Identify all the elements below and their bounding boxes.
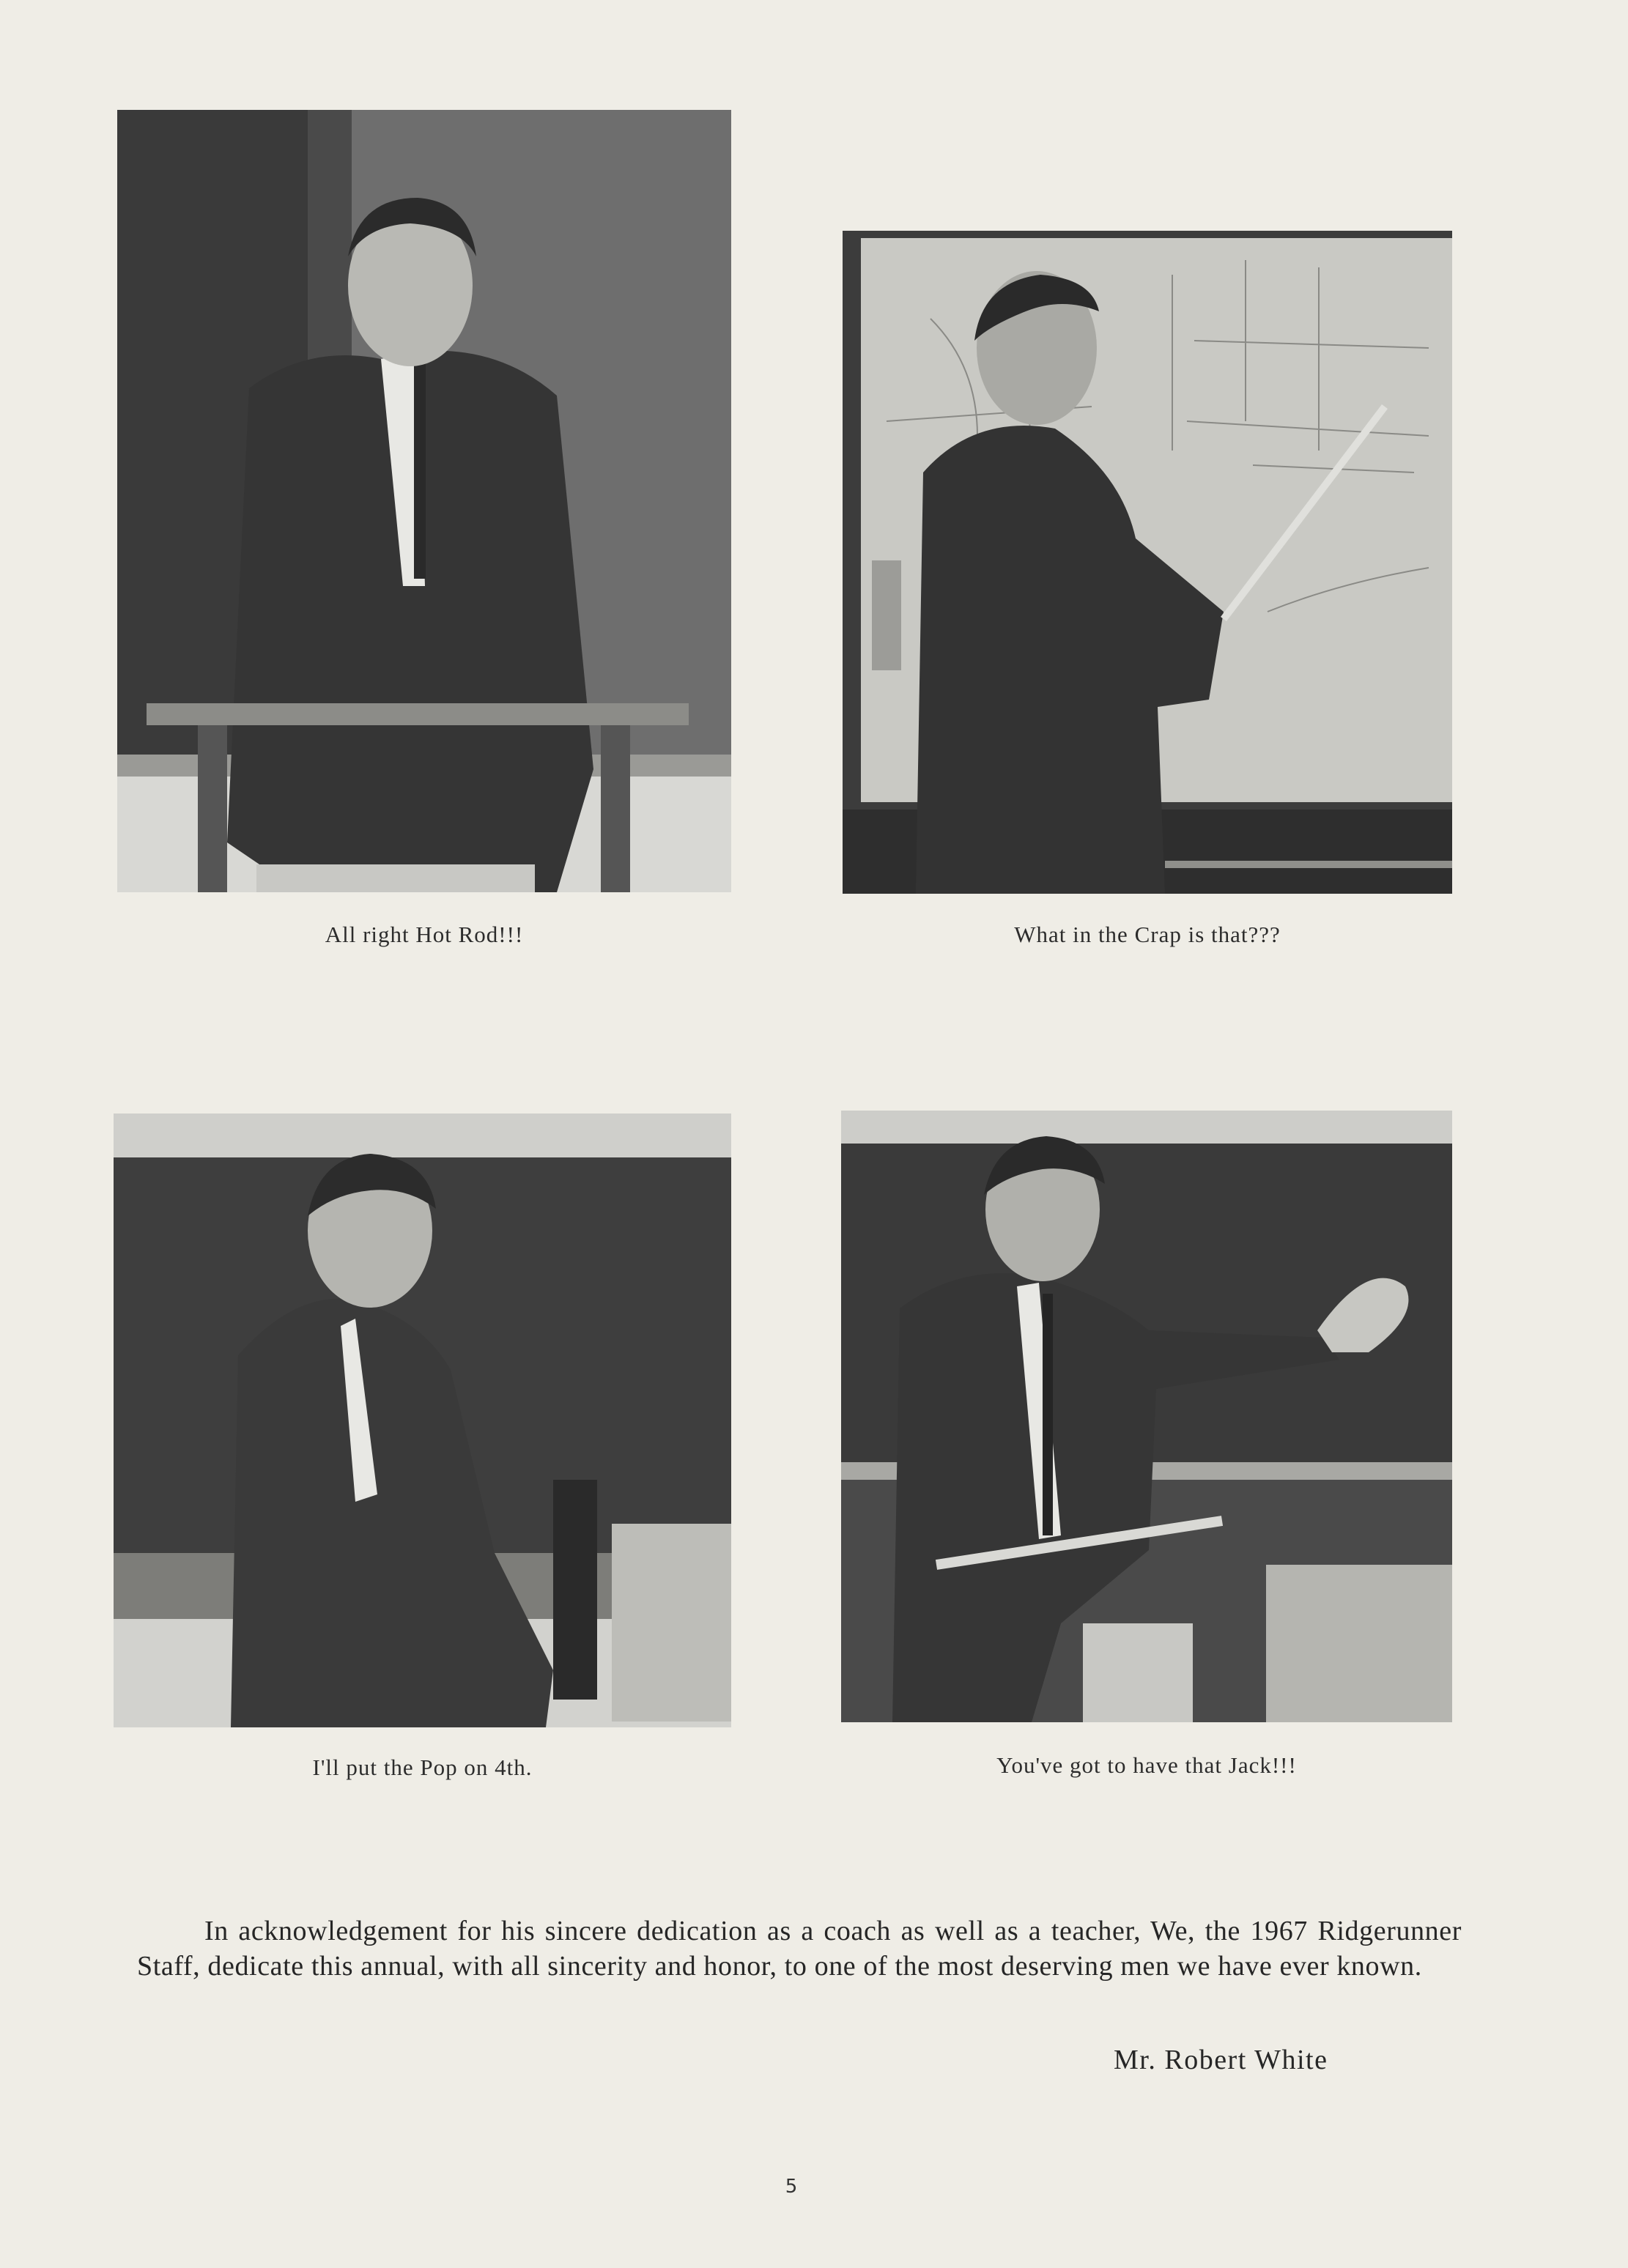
page-number: 5 [785, 2176, 798, 2198]
dedication-paragraph: In acknowledgement for his sincere dedication as a coach as well as a teacher, We, the 1967 Ridgerunner Staff, dedicate this annual, with all sincerity and honor, to one of the most deserving men we have ever known. [137, 1916, 1462, 1982]
photo-map-image [843, 231, 1452, 894]
photo-gesturing-image [841, 1111, 1452, 1722]
photo-map [843, 231, 1452, 894]
photo-lectern [117, 110, 731, 892]
photo-gesturing-caption: You've got to have that Jack!!! [996, 1752, 1297, 1778]
photo-seated-caption: I'll put the Pop on 4th. [312, 1754, 533, 1780]
dedication-signature: Mr. Robert White [1114, 2045, 1328, 2075]
photo-seated [114, 1113, 731, 1727]
photo-lectern-caption: All right Hot Rod!!! [325, 922, 524, 947]
photo-lectern-image [117, 110, 731, 892]
photo-gesturing [841, 1111, 1452, 1722]
photo-map-caption: What in the Crap is that??? [1014, 922, 1281, 947]
photo-seated-image [114, 1113, 731, 1727]
